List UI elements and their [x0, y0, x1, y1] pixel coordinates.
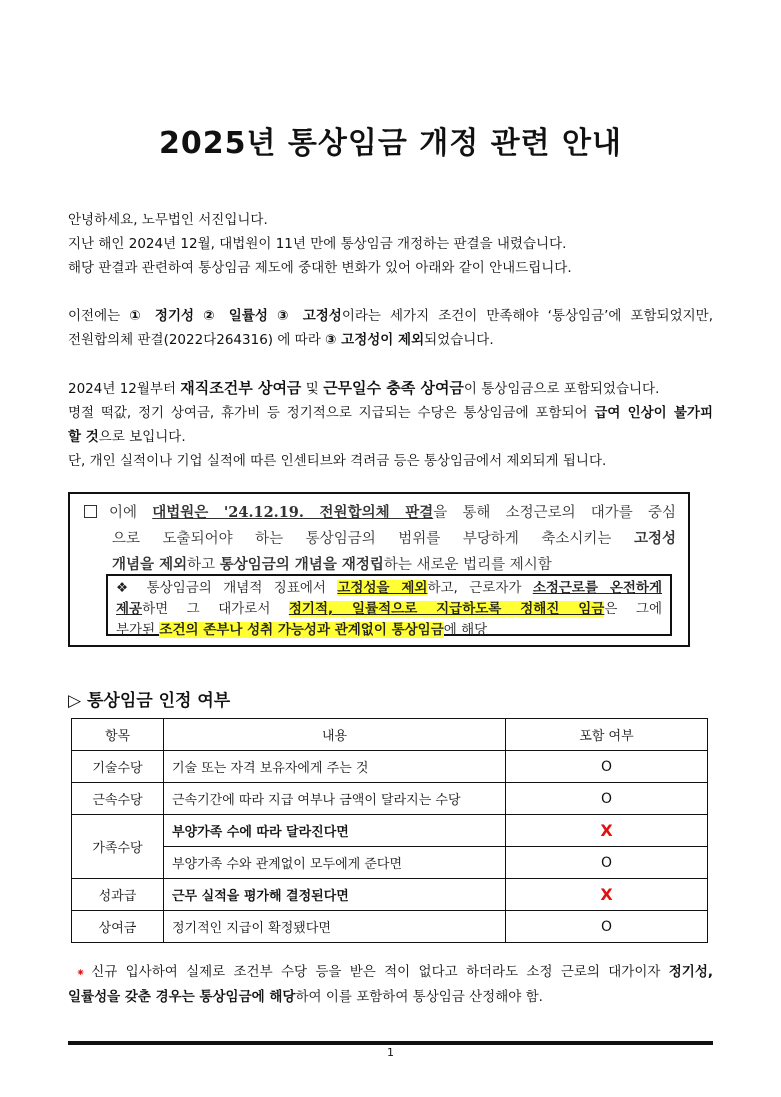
change-line-1 [68, 376, 713, 401]
cell-include: O [506, 783, 708, 815]
intro-line: 해당 판결과 관련하여 통상임금 제도에 중대한 변화가 있어 아래와 같이 안내드립니다. [68, 260, 572, 276]
text: 을 통해 소정근로의 대가를 중심 [433, 505, 676, 521]
cell-content: 근속기간에 따라 지급 여부나 금액이 달라지는 수당 [164, 783, 506, 815]
note-line-2 [68, 985, 713, 1009]
wage-increase: 급여 인상이 불가피 [594, 405, 713, 421]
change-paragraph [68, 376, 713, 473]
text: 은 그에 [604, 601, 662, 617]
cell-content: 정기적인 지급이 확정됐다면 [164, 911, 506, 943]
sub-line-1 [116, 578, 662, 599]
cell-item: 기술수당 [72, 751, 164, 783]
text: 신규 입사하여 실제로 조건부 수당 등을 받은 적이 없다고 하더라도 소정 근로의 대가이자 [91, 964, 669, 980]
table-row [72, 783, 708, 815]
table-row [72, 879, 708, 911]
text: 이라는 세가지 조건이 만족해야 ‘통상임금’에 포함되었지만, [341, 308, 714, 324]
header-include: 포함 여부 [506, 719, 708, 751]
wage-table [71, 718, 708, 943]
cell-include: O [506, 911, 708, 943]
cell-include: O [506, 751, 708, 783]
fixedness-excluded: ③ 고정성이 제외 [325, 332, 425, 348]
sub-line-3 [116, 620, 662, 641]
condition-1: ① 정기성 [129, 308, 195, 324]
footnote [68, 960, 713, 1009]
cell-include: X [506, 879, 708, 911]
section-title: ▷ 통상임금 인정 여부 [68, 691, 231, 711]
text: 명절 떡값, 정기 상여금, 휴가비 등 정기적으로 지급되는 수당은 통상임금에 포함되어 [68, 405, 595, 421]
fixedness: 고정성 [633, 530, 676, 547]
text: 및 [301, 381, 324, 397]
conditions-line-2 [68, 328, 713, 352]
cell-content: 부양가족 수에 따라 달라진다면 [164, 815, 506, 847]
text: 으로 보입니다. [98, 429, 186, 445]
box-main-text [84, 500, 676, 578]
text: 이에 [109, 505, 153, 521]
intro-paragraph [68, 208, 713, 280]
text: 하여 이를 포함하여 통상임금 산정해야 함. [295, 989, 543, 1005]
cell-item: 상여금 [72, 911, 164, 943]
text: 정기성, [668, 964, 713, 980]
note-line-1 [68, 960, 713, 985]
table-row [72, 847, 708, 879]
table-row [72, 911, 708, 943]
header-content: 내용 [164, 719, 506, 751]
underlined: 제공 [116, 601, 143, 617]
text: 이전에는 [68, 308, 130, 324]
text: 하고 [187, 557, 220, 573]
concept-redefined: 통상임금의 개념을 재정립 [219, 556, 384, 573]
text: 이 통상임금으로 포함되었습니다. [463, 381, 660, 397]
intro-line: 지난 해인 2024년 12월, 대법원이 11년 만에 통상임금 개정하는 판결을 내렸습니다. [68, 236, 567, 252]
box-sub-text [106, 574, 672, 636]
court-ruling: 대법원은 '24.12.19. 전원합의체 판결 [152, 504, 434, 521]
cell-include: X [506, 815, 708, 847]
supreme-court-box [68, 492, 690, 647]
text: 일률성을 갖춘 경우는 통상임금에 해당 [68, 989, 296, 1005]
text: 으로 도출되어야 하는 통상임금의 범위를 부당하게 축소시키는 [112, 531, 634, 547]
cell-content: 기술 또는 자격 보유자에게 주는 것 [164, 751, 506, 783]
text: 통상임금의 개념적 징표에서 [135, 580, 338, 596]
intro-line: 안녕하세요, 노무법인 서진입니다. [68, 212, 268, 228]
change-line-4: 단, 개인 실적이나 기업 실적에 따른 인센티브와 격려금 등은 통상임금에서 제외되게 됩니다. [68, 453, 607, 469]
change-line-2 [68, 401, 713, 425]
cell-item: 근속수당 [72, 783, 164, 815]
conditions-paragraph [68, 304, 713, 352]
text: 되었습니다. [424, 332, 494, 348]
box-line-1 [84, 500, 676, 526]
box-line-2 [84, 526, 676, 552]
text: 하면 그 대가로서 [142, 601, 289, 617]
text: 할 것 [68, 429, 99, 445]
underlined: 소정근로를 온전하게 [532, 580, 662, 596]
text: 2024년 12월부터 [68, 381, 181, 397]
sub-line-2 [116, 599, 662, 620]
concept-excluded: 개념을 제외 [112, 556, 188, 573]
change-line-3 [68, 425, 713, 449]
highlight: 조건의 존부나 성취 가능성과 관계없이 통상임금 [159, 622, 444, 638]
text: 에 해당 [443, 622, 488, 638]
highlight: 정기적, 일률적으로 지급하도록 정해진 임금 [288, 601, 605, 617]
cell-include: O [506, 847, 708, 879]
cell-item: 성과급 [72, 879, 164, 911]
table-row [72, 751, 708, 783]
square-bullet-icon [84, 505, 97, 518]
conditions-line-1 [68, 304, 713, 328]
diamond-bullet-icon: ❖ [116, 580, 136, 596]
cell-content: 부양가족 수와 관계없이 모두에게 준다면 [164, 847, 506, 879]
text: 부가된 [116, 622, 160, 638]
cell-content: 근무 실적을 평가해 결정된다면 [164, 879, 506, 911]
text: 하고, 근로자가 [427, 580, 533, 596]
condition-3: ③ 고정성 [277, 308, 342, 324]
cell-item: 가족수당 [72, 815, 164, 879]
highlight: 고정성을 제외 [337, 580, 428, 596]
page-number: 1 [387, 1046, 394, 1059]
condition-2: ② 일률성 [203, 308, 268, 324]
page-title: 2025년 통상임금 개정 관련 안내 [158, 126, 623, 161]
text: 전원합의체 판결(2022다264316) 에 따라 [68, 332, 326, 348]
bonus-type-2: 근무일수 충족 상여금 [323, 379, 464, 397]
bonus-type-1: 재직조건부 상여금 [180, 379, 302, 397]
table-row [72, 815, 708, 847]
footer-divider [68, 1041, 713, 1045]
text: 하는 새로운 법리를 제시함 [383, 557, 552, 573]
table-header-row [72, 719, 708, 751]
header-item: 항목 [72, 719, 164, 751]
asterisk-icon: ⁕ [76, 966, 86, 979]
